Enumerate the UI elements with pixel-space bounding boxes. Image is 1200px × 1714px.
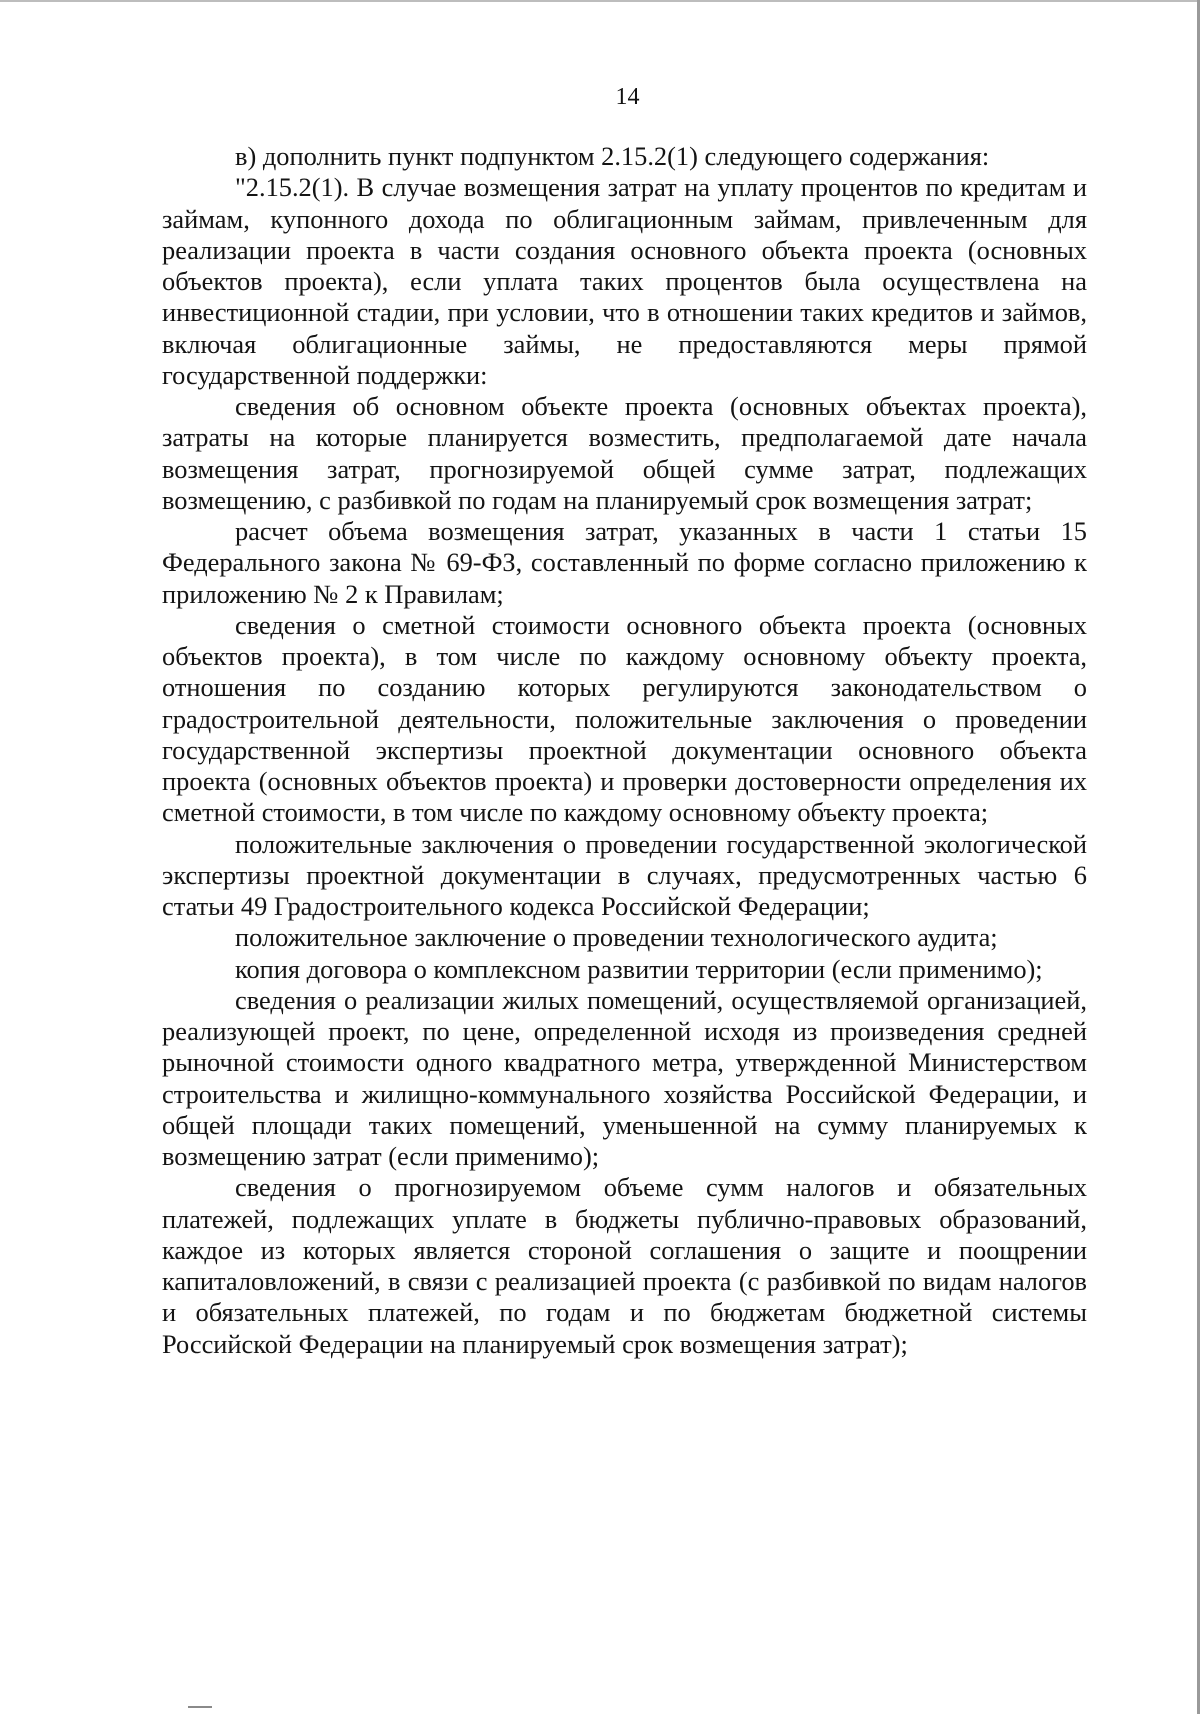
paragraph: сведения об основном объекте проекта (основных объектах проекта), затраты на которые планируется возместить, предполагаемой дате начала возмещения затрат, прогнозируемой общей сумме затрат, подлежащих возмещению, с разбивкой по годам на планируемый срок возмещения затрат; xyxy=(162,391,1087,515)
paragraph: сведения о реализации жилых помещений, осуществляемой организацией, реализующей проект, по цене, определенной исходя из произведения средней рыночной стоимости одного квадратного метра, утвержденной Министерством строительства и жилищно-коммунального хозяйства Российской Федерации, и общей площади таких помещений, уменьшенной на сумму планируемых к возмещению затрат (если применимо); xyxy=(162,984,1087,1171)
scan-edge-top xyxy=(0,0,1200,2)
scan-mark xyxy=(188,1706,212,1708)
paragraph: в) дополнить пункт подпунктом 2.15.2(1) следующего содержания: xyxy=(235,141,990,171)
page-number: 14 xyxy=(615,84,640,110)
paragraph: сведения о прогнозируемом объеме сумм налогов и обязательных платежей, подлежащих уплате в бюджеты публично-правовых образований, каждое из которых является стороной соглашения о защите и поощрении капиталовложений, в связи с реализацией проекта (с разбивкой по видам налогов и обязательных платежей, по годам и по бюджетам бюджетной системы Российской Федерации на планируемый срок возмещения затрат); xyxy=(162,1172,1087,1359)
paragraph: "2.15.2(1). В случае возмещения затрат на уплату процентов по кредитам и займам, купонного дохода по облигационным займам, привлеченным для реализации проекта в части создания основного объекта проекта (основных объектов проекта), если уплата таких процентов была осуществлена на инвестиционной стадии, при условии, что в отношении таких кредитов и займов, включая облигационные займы, не предоставляются меры прямой государственной поддержки: xyxy=(162,172,1087,390)
paragraph: положительное заключение о проведении технологического аудита; xyxy=(235,922,998,953)
paragraph: копия договора о комплексном развитии территории (если применимо); xyxy=(235,953,1043,984)
paragraph: расчет объема возмещения затрат, указанных в части 1 статьи 15 Федерального закона № 69-ФЗ, составленный по форме согласно приложению к приложению № 2 к Правилам; xyxy=(162,516,1087,609)
document-body xyxy=(162,141,1087,1360)
paragraph: положительные заключения о проведении государственной экологической экспертизы проектной документации в случаях, предусмотренных частью 6 статьи 49 Градостроительного кодекса Российской Федерации; xyxy=(162,828,1087,921)
paragraph: сведения о сметной стоимости основного объекта проекта (основных объектов проекта), в том числе по каждому основному объекту проекта, отношения по созданию которых регулируются законодательством о градостроительной деятельности, положительные заключения о проведении государственной экспертизы проектной документации основного объекта проекта (основных объектов проекта) и проверки достоверности определения их сметной стоимости, в том числе по каждому основному объекту проекта; xyxy=(162,609,1087,828)
